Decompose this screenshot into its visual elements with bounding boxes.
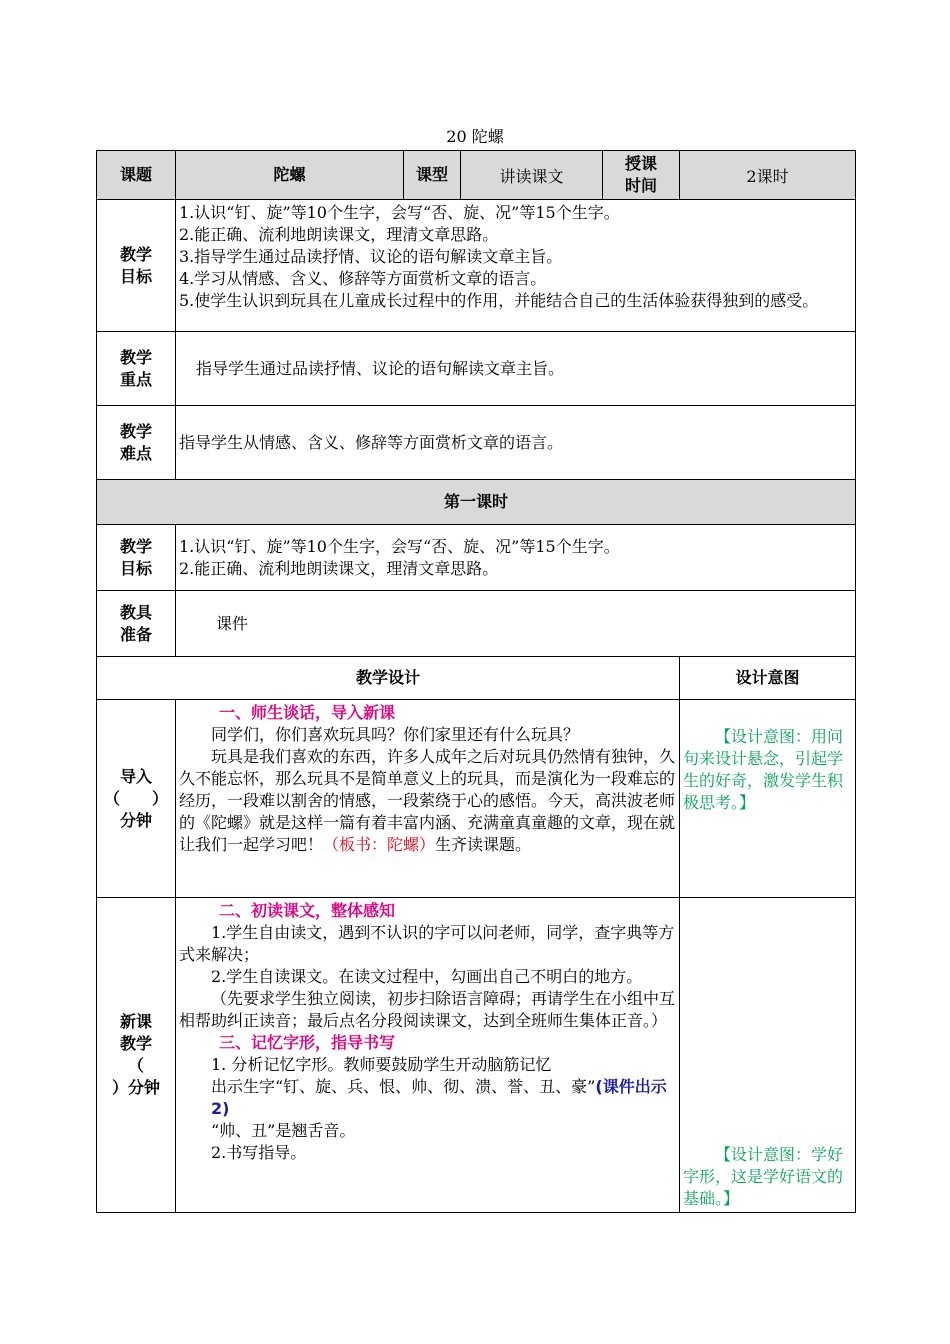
newlesson-heading2: 三、记忆字形，指导书写 xyxy=(219,1033,396,1052)
objectives-label xyxy=(97,200,176,332)
lesson1-objective-item: 1.认识“钉、旋”等10个生字，会写“否、旋、况”等15个生字。 xyxy=(179,536,620,556)
lesson1-objectives-label-line2: 目标 xyxy=(119,558,152,578)
tools-label xyxy=(97,591,176,657)
newlesson-row xyxy=(97,898,856,1213)
newlesson-intent-text: 【设计意图：学好字形，这是学好语文的基础。】 xyxy=(683,1145,844,1208)
intro-para2-text: 玩具是我们喜欢的东西，许多人成年之后对玩具仍然情有独钟，久久不能忘怀，那么玩具不是简单意义上的玩具，而是演化为一段难忘的经历，一段难以割舍的情感，一段萦绕于心的感悟。今天，高洪波老师的《陀螺》就是这样一篇有着丰富内涵、充满童真童趣的文章，现在就让我们一起学习吧！ xyxy=(179,747,676,854)
newlesson-label-line4: ）分钟 xyxy=(111,1078,160,1097)
intro-heading: 一、师生谈话，导入新课 xyxy=(219,703,396,722)
intro-intent xyxy=(680,700,856,898)
newlesson-p6: “帅、丑”是翘舌音。 xyxy=(211,1121,356,1140)
newlesson-p7: 2.书写指导。 xyxy=(211,1143,307,1162)
lesson1-objective-item: 2.能正确、流利地朗读课文，理清文章思路。 xyxy=(179,558,499,578)
newlesson-p4: 1. 分析记忆字形。教师要鼓励学生开动脑筋记忆 xyxy=(211,1055,552,1074)
board-note: （板书：陀螺） xyxy=(323,835,436,854)
hours-value: 2课时 xyxy=(680,151,856,200)
courseware-note: (课件出示2) xyxy=(211,1077,667,1118)
intro-para1: 同学们，你们喜欢玩具吗？你们家里还有什么玩具？ xyxy=(211,725,580,744)
hours-label-line1: 授课 xyxy=(624,154,657,173)
intro-row xyxy=(97,700,856,898)
key-points-text: 指导学生通过品读抒情、议论的语句解读文章主旨。 xyxy=(176,332,856,406)
newlesson-p3: （先要求学生独立阅读，初步扫除语言障碍；再请学生在小组中互相帮助纠正读音；最后点名分段阅读课文，达到全班师生集体正音。） xyxy=(179,989,676,1030)
type-label: 课型 xyxy=(404,151,461,200)
lesson-plan-table xyxy=(96,150,856,1213)
header-row xyxy=(97,151,856,200)
type-value: 讲读课文 xyxy=(461,151,603,200)
objective-item: 5.使学生认识到玩具在儿童成长过程中的作用，并能结合自己的生活体验获得独到的感受。 xyxy=(179,291,819,310)
newlesson-p2: 2.学生自读课文。在读文过程中，勾画出自己不明白的地方。 xyxy=(211,967,643,986)
newlesson-label-line3: （ xyxy=(127,1056,144,1075)
newlesson-label-line1: 新课 xyxy=(119,1012,152,1031)
objectives-label-line1: 教学 xyxy=(119,244,152,264)
difficulties-text: 指导学生从情感、含义、修辞等方面赏析文章的语言。 xyxy=(176,406,856,480)
objective-item: 4.学习从情感、含义、修辞等方面赏析文章的语言。 xyxy=(179,269,547,288)
hours-label xyxy=(603,151,680,200)
design-header: 教学设计 xyxy=(97,657,680,700)
intro-label-line2: （ ） xyxy=(103,788,168,808)
key-points-row xyxy=(97,332,856,406)
objective-item: 1.认识“钉、旋”等10个生字，会写“否、旋、况”等15个生字。 xyxy=(179,203,620,222)
objectives-row xyxy=(97,200,856,332)
hours-label-line2: 时间 xyxy=(624,176,657,195)
tools-label-line1: 教具 xyxy=(119,602,152,622)
difficulties-row xyxy=(97,406,856,480)
difficulties-label-line1: 教学 xyxy=(119,421,152,441)
newlesson-label-line2: 教学 xyxy=(119,1034,152,1053)
tools-text: 课件 xyxy=(176,591,856,657)
topic-label: 课题 xyxy=(97,151,176,200)
difficulties-label xyxy=(97,406,176,480)
objectives-list xyxy=(176,200,856,332)
tools-row xyxy=(97,591,856,657)
lesson1-objectives-label xyxy=(97,525,176,591)
lesson1-objectives-list xyxy=(176,525,856,591)
lesson1-objectives-row xyxy=(97,525,856,591)
newlesson-heading1: 二、初读课文，整体感知 xyxy=(219,901,396,920)
intro-label xyxy=(97,700,176,898)
topic-value: 陀螺 xyxy=(176,151,404,200)
difficulties-label-line2: 难点 xyxy=(119,443,152,463)
newlesson-intent xyxy=(680,898,856,1213)
objective-item: 2.能正确、流利地朗读课文，理清文章思路。 xyxy=(179,225,499,244)
newlesson-p5-text: 出示生字“钉、旋、兵、恨、帅、彻、溃、誉、丑、豪” xyxy=(211,1077,596,1096)
intro-para2 xyxy=(179,746,676,856)
intro-label-line3: 分钟 xyxy=(119,810,152,830)
key-points-label-line1: 教学 xyxy=(119,347,152,367)
intro-after-board: 生齐读课题。 xyxy=(435,835,532,854)
design-header-row xyxy=(97,657,856,700)
intro-label-line1: 导入 xyxy=(119,766,152,786)
lesson1-objectives-label-line1: 教学 xyxy=(119,536,152,556)
newlesson-content xyxy=(176,898,680,1213)
objectives-label-line2: 目标 xyxy=(119,266,152,286)
lesson1-heading: 第一课时 xyxy=(97,480,856,525)
page-title: 20 陀螺 xyxy=(446,127,504,146)
newlesson-p1: 1.学生自由读文，遇到不认识的字可以问老师，同学，查字典等方式来解决； xyxy=(179,923,675,964)
tools-label-line2: 准备 xyxy=(119,624,152,644)
objective-item: 3.指导学生通过品读抒情、议论的语句解读文章主旨。 xyxy=(179,247,563,266)
intro-intent-text: 【设计意图：用问句来设计悬念，引起学生的好奇，激发学生积极思考。】 xyxy=(683,727,844,812)
intent-header: 设计意图 xyxy=(680,657,856,700)
newlesson-label xyxy=(97,898,176,1213)
newlesson-p5 xyxy=(179,1076,676,1120)
intro-content xyxy=(176,700,680,898)
key-points-label xyxy=(97,332,176,406)
key-points-label-line2: 重点 xyxy=(119,369,152,389)
lesson1-heading-row xyxy=(97,480,856,525)
